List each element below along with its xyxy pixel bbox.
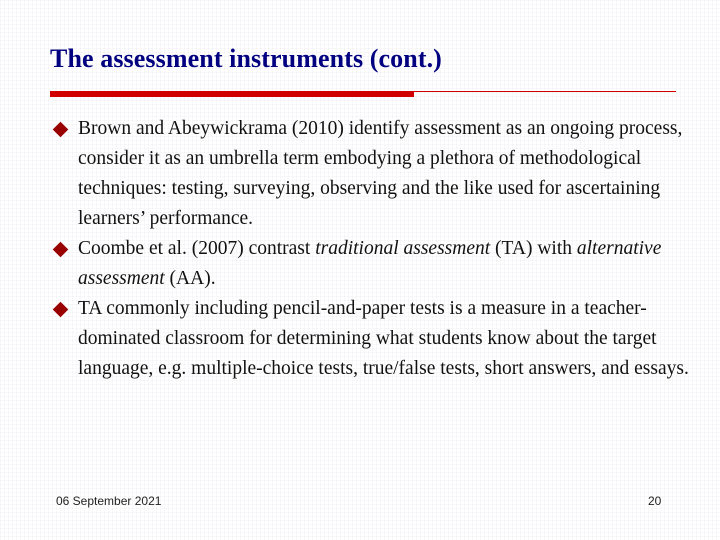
bullet-text: Brown and Abeywickrama (2010) identify assessment as an ongoing process, consider it as an umbrella term embodying a plethora of methodological techniques: testing, surveying, observing and the like used for ascertaining learners’ performance. — [78, 118, 683, 229]
bullet-item — [50, 294, 718, 384]
diamond-bullet-icon — [53, 242, 69, 258]
bullet-text: TA commonly including pencil-and-paper tests is a measure in a teacher-dominated classroom for determining what students know about the target language, e.g. multiple-choice tests, true/false tests, short answers, and essays. — [78, 298, 689, 379]
bullet-text-post: (AA). — [164, 268, 216, 289]
title-underline-thin — [414, 91, 676, 92]
bullet-emphasis-traditional: traditional assessment — [315, 238, 491, 259]
diamond-bullet-icon — [53, 122, 69, 138]
diamond-bullet-icon — [53, 302, 69, 318]
slide-number: 20 — [648, 494, 662, 508]
bullet-emphasis-alternative: alternative assessment — [78, 238, 662, 289]
footer-date: 06 September 2021 — [56, 494, 162, 508]
bullet-text-pre: Coombe et al. (2007) contrast — [78, 238, 316, 259]
bullet-text-mid: (TA) with — [490, 238, 577, 259]
slide-title: The assessment instruments (cont.) — [50, 44, 442, 73]
title-underline-thick — [50, 91, 414, 97]
bullet-item — [50, 114, 718, 234]
bullet-list — [50, 114, 718, 384]
bullet-item — [50, 234, 718, 294]
